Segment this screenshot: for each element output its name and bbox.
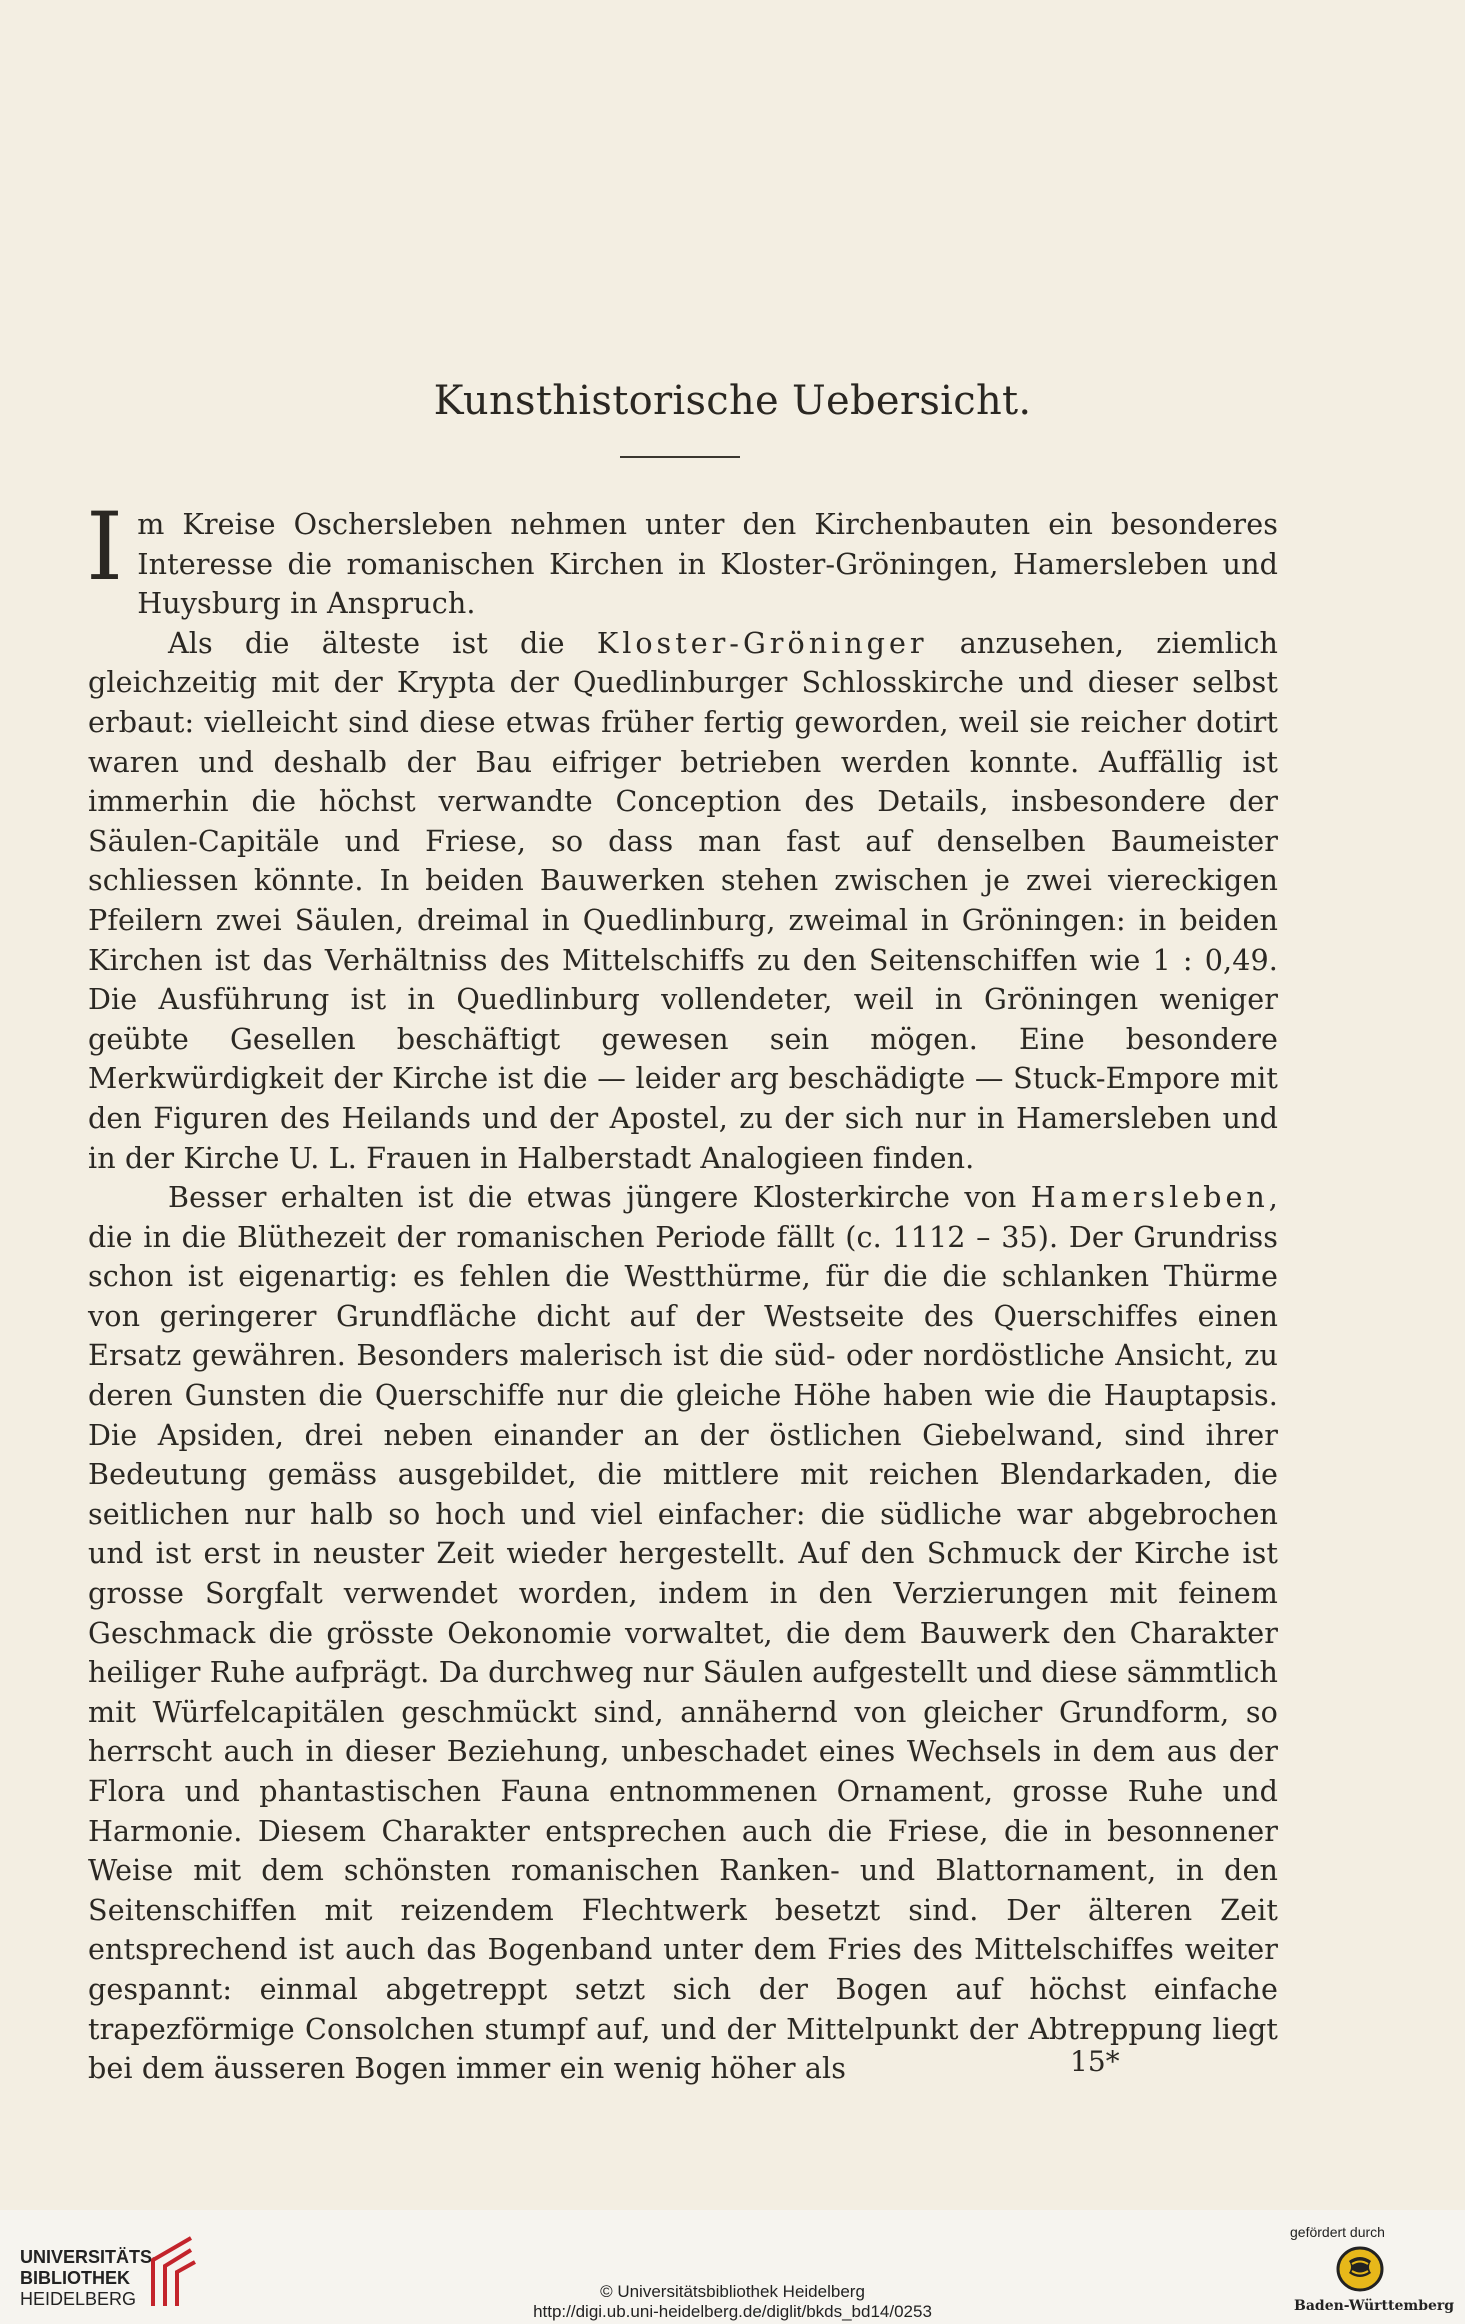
- library-line-2: BIBLIOTHEK: [20, 2268, 130, 2288]
- paragraph: [88, 624, 1278, 1178]
- permalink-url[interactable]: http://digi.ub.uni-heidelberg.de/diglit/bkds_bd14/0253: [533, 2302, 932, 2321]
- copyright-block: [0, 2282, 1465, 2322]
- paragraph: [88, 1178, 1278, 2089]
- body-text: [86, 493, 1278, 2089]
- signature-mark: 15*: [1070, 2045, 1120, 2078]
- text-run: Besser erhalten ist die etwas jüngere Klosterkirche von: [168, 1180, 1031, 1215]
- coat-of-arms-icon[interactable]: [1335, 2245, 1385, 2293]
- emphasized-name: Kloster-Gröninger: [596, 625, 928, 660]
- title-divider: [620, 456, 740, 458]
- emphasized-name: Hamersleben: [1030, 1180, 1269, 1215]
- sponsor-name: Baden-Württemberg: [1294, 2298, 1455, 2314]
- sponsor-label: gefördert durch: [1290, 2224, 1385, 2240]
- drop-cap: I: [86, 493, 124, 602]
- text-run: m Kreise Oschersleben nehmen unter den Kirchenbauten ein besonderes Interesse die romanischen Kirchen in Kloster-Gröningen, Hamersleben und Huysburg in Anspruch.: [137, 507, 1278, 621]
- paragraph: [86, 493, 1278, 624]
- text-run: Als die älteste ist die: [168, 625, 597, 660]
- library-line-1: UNIVERSITÄTS-: [20, 2247, 159, 2267]
- page-title: Kunsthistorische Uebersicht.: [433, 378, 1032, 424]
- copyright-text: © Universitätsbibliothek Heidelberg: [600, 2282, 865, 2301]
- text-run: anzusehen, ziemlich gleichzeitig mit der Krypta der Quedlinburger Schlosskirche und dieser selbst erbaut: vielleicht sind diese etwas früher fertig geworden, weil sie reicher dotirt waren und deshalb der Bau eifriger betrieben werden konnte. Auffällig ist immerhin die höchst verwandte Conception des Details, insbesondere der Säulen-Capitäle und Friese, so dass man fast auf denselben Baumeister schliessen könnte. In beiden Bauwerken stehen zwischen je zwei viereckigen Pfeilern zwei Säulen, dreimal in Quedlinburg, zweimal in Gröningen: in beiden Kirchen ist das Verhältniss des Mittelschiffs zu den Seitenschiffen wie 1 : 0,49. Die Ausführung ist in Quedlinburg vollendeter, weil in Gröningen weniger geübte Gesellen beschäftigt gewesen sein mögen. Eine besondere Merkwürdigkeit der Kirche ist die — leider arg beschädigte — Stuck-Empore mit den Figuren des Heilands und der Apostel, zu der sich nur in Hamersleben und in der Kirche U. L. Frauen in Halberstadt Analogieen finden.: [88, 625, 1278, 1175]
- text-run: , die in die Blüthezeit der romanischen Periode fällt (c. 1112 – 35). Der Grundriss schon ist eigenartig: es fehlen die Westthürme, für die die schlanken Thürme von geringerer Grundfläche dicht auf der Westseite des Querschiffes einen Ersatz gewähren. Besonders malerisch ist die süd- oder nordöstliche Ansicht, zu deren Gunsten die Querschiffe nur die gleiche Höhe haben wie die Hauptapsis. Die Apsiden, drei neben einander an der östlichen Giebelwand, sind ihrer Bedeutung gemäss ausgebildet, die mittlere mit reichen Blendarkaden, die seitlichen nur halb so hoch und viel einfacher: die südliche war abgebrochen und ist erst in neuster Zeit wieder hergestellt. Auf den Schmuck der Kirche ist grosse Sorgfalt verwendet worden, indem in den Verzierungen mit feinem Geschmack die grösste Oekonomie vorwaltet, die dem Bauwerk den Charakter heiliger Ruhe aufprägt. Da durchweg nur Säulen aufgestellt und diese sämmtlich mit Würfelcapitälen geschmückt sind, annähernd von gleicher Grundform, so herrscht auch in dieser Beziehung, unbeschadet eines Wechsels in dem aus der Flora und phantastischen Fauna entnommenen Ornament, grosse Ruhe und Harmonie. Diesem Charakter entsprechen auch die Friese, die in besonnener Weise mit dem schönsten romanischen Ranken- und Blattornament, in den Seitenschiffen mit reizendem Flechtwerk besetzt sind. Der älteren Zeit entsprechend ist auch das Bogenband unter dem Fries des Mittelschiffes weiter gespannt: einmal abgetreppt setzt sich der Bogen auf höchst einfache trapezförmige Consolchen stumpf auf, und der Mittelpunkt der Abtreppung liegt bei dem äusseren Bogen immer ein wenig höher als: [88, 1180, 1278, 2086]
- library-line-3: HEIDELBERG: [20, 2289, 137, 2309]
